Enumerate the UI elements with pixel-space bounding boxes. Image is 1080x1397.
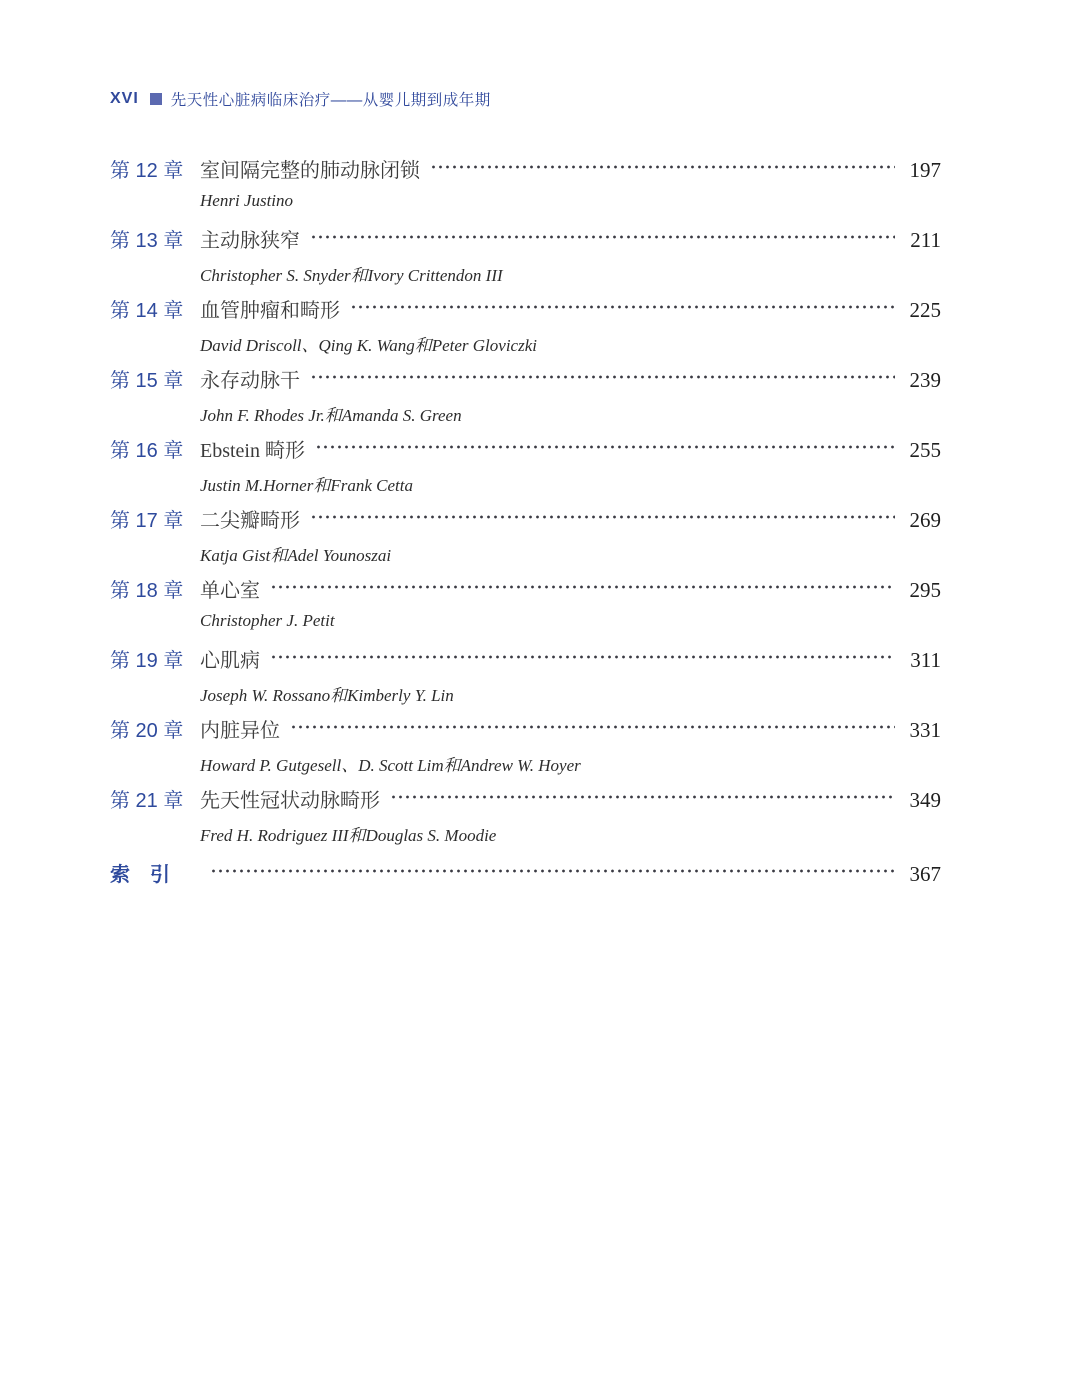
chapter-label: 第 18 章: [110, 580, 184, 602]
chapter-page-number: 349: [909, 788, 941, 812]
chapter-title: 二尖瓣畸形: [200, 510, 300, 532]
chapter-authors: Fred H. Rodriguez III和Douglas S. Moodie: [200, 826, 497, 845]
chapter-title: 主动脉狭窄: [200, 230, 300, 252]
toc-entry-row: [110, 154, 941, 182]
chapter-title: 心肌病: [200, 650, 260, 672]
chapter-authors: Howard P. Gutgesell、D. Scott Lim和Andrew W. Hoyer: [200, 756, 581, 775]
toc-entry-row: [110, 784, 941, 812]
dot-leader: [390, 795, 895, 799]
book-title: 先天性心脏病临床治疗——从婴儿期到成年期: [170, 92, 491, 109]
page-folio-roman: XVI: [110, 90, 139, 107]
chapter-page-number: 331: [909, 718, 941, 742]
chapter-authors: David Driscoll、Qing K. Wang和Peter Gloviczki: [200, 336, 537, 355]
square-bullet-icon: [150, 93, 162, 105]
toc-entry-ch18: [110, 574, 941, 632]
chapter-page-number: 295: [909, 578, 941, 602]
toc-entry-row: [110, 224, 941, 252]
dot-leader: [270, 655, 895, 659]
chapter-title: 先天性冠状动脉畸形: [200, 790, 380, 812]
chapter-title: 永存动脉干: [200, 370, 300, 392]
chapter-label: 第 12 章: [110, 160, 184, 182]
chapter-page-number: 255: [909, 438, 941, 462]
chapter-page-number: 311: [910, 648, 941, 672]
chapter-label: 第 17 章: [110, 510, 184, 532]
chapter-page-number: 225: [909, 298, 941, 322]
toc-entry-row: [110, 858, 941, 886]
chapter-page-number: 239: [909, 368, 941, 392]
toc-entry-ch14: [110, 294, 941, 355]
chapter-title: 单心室: [200, 580, 260, 602]
chapter-page-number: 211: [910, 228, 941, 252]
chapter-title: 室间隔完整的肺动脉闭锁: [200, 160, 420, 182]
toc-entry-ch15: [110, 364, 941, 425]
chapter-page-number: 197: [909, 158, 941, 182]
toc-entry-row: [110, 294, 941, 322]
dot-leader: [310, 515, 895, 519]
toc-entry-index: [110, 858, 941, 886]
dot-leader: [270, 585, 895, 589]
chapter-label: 第 13 章: [110, 230, 184, 252]
chapter-label: 第 21 章: [110, 790, 184, 812]
chapter-authors: Justin M.Horner和Frank Cetta: [200, 476, 413, 495]
chapter-authors: John F. Rhodes Jr.和Amanda S. Green: [200, 406, 462, 425]
dot-leader: [290, 725, 895, 729]
chapter-label: 第 19 章: [110, 650, 184, 672]
chapter-authors: Henri Justino: [200, 191, 294, 210]
toc-entry-row: [110, 434, 941, 462]
toc-entry-row: [110, 644, 941, 672]
running-header: [110, 88, 941, 110]
chapter-authors: Christopher J. Petit: [200, 611, 335, 630]
chapter-label: 第 20 章: [110, 720, 184, 742]
dot-leader: [430, 165, 895, 169]
toc-entry-row: [110, 364, 941, 392]
chapter-label: 第 15 章: [110, 370, 184, 392]
toc-entry-ch19: [110, 644, 941, 705]
index-label: 索 引: [110, 864, 170, 886]
table-of-contents: [110, 154, 941, 886]
index-page-number: 367: [909, 862, 941, 886]
toc-entry-ch16: [110, 434, 941, 495]
toc-entry-ch13: [110, 224, 941, 285]
dot-leader: [315, 445, 895, 449]
chapter-page-number: 269: [909, 508, 941, 532]
dot-leader: [310, 235, 895, 239]
toc-entry-ch21: [110, 784, 941, 845]
chapter-label: 第 14 章: [110, 300, 184, 322]
toc-entry-row: [110, 504, 941, 532]
toc-entry-row: [110, 574, 941, 602]
dot-leader: [350, 305, 895, 309]
dot-leader: [210, 869, 895, 873]
chapter-label: 第 16 章: [110, 440, 184, 462]
chapter-title: 内脏异位: [200, 720, 280, 742]
chapter-title: 血管肿瘤和畸形: [200, 300, 340, 322]
chapter-title: Ebstein 畸形: [200, 440, 305, 462]
toc-entry-row: [110, 714, 941, 742]
chapter-authors: Christopher S. Snyder和Ivory Crittendon III: [200, 266, 503, 285]
dot-leader: [310, 375, 895, 379]
chapter-authors: Joseph W. Rossano和Kimberly Y. Lin: [200, 686, 454, 705]
toc-entry-ch17: [110, 504, 941, 565]
toc-entry-ch20: [110, 714, 941, 775]
chapter-authors: Katja Gist和Adel Younoszai: [200, 546, 392, 565]
toc-entry-ch12: [110, 154, 941, 212]
